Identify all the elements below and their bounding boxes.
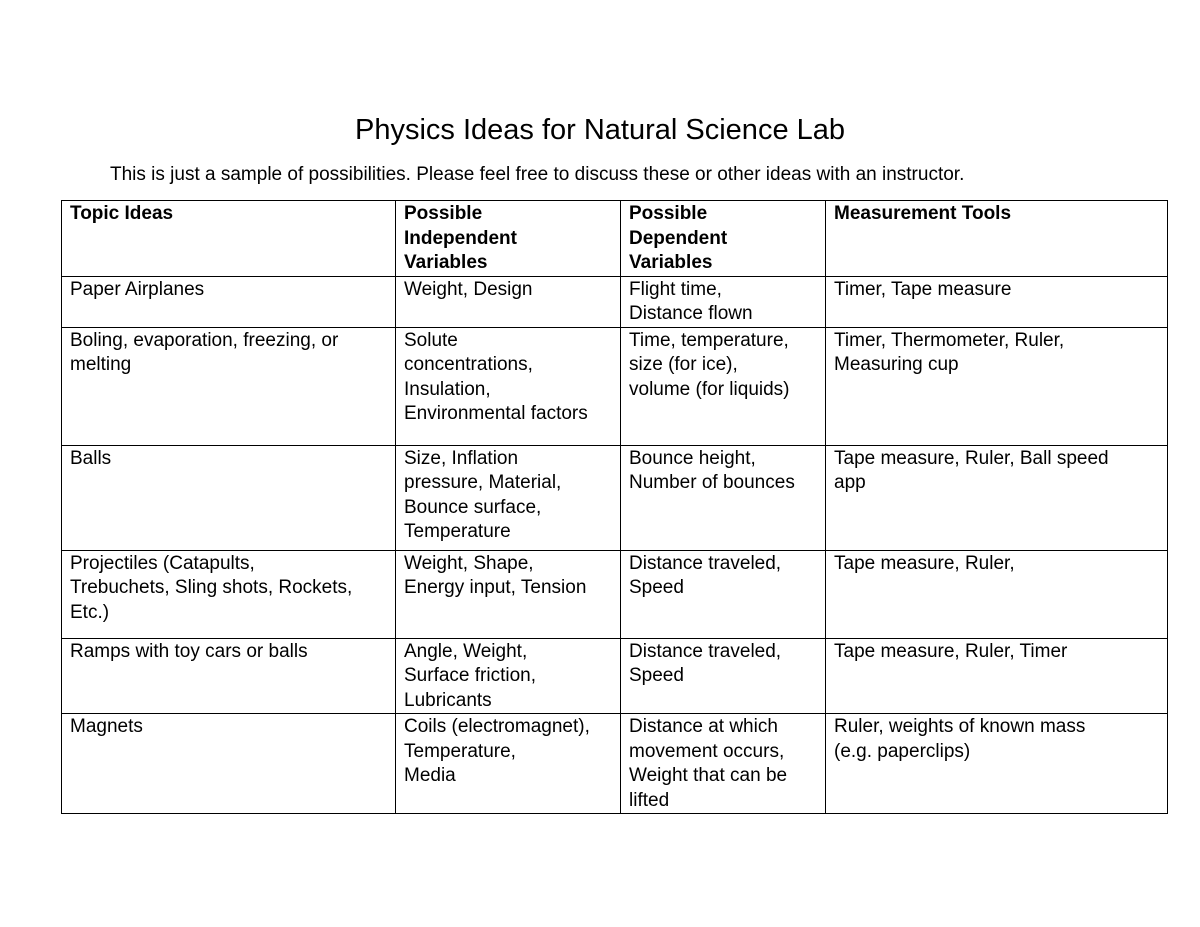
cell-dependent: Distance at which movement occurs, Weight that can be lifted — [621, 714, 826, 814]
cell-topic: Magnets — [62, 714, 396, 814]
cell-dependent: Bounce height, Number of bounces — [621, 445, 826, 550]
cell-dependent: Distance traveled, Speed — [621, 638, 826, 714]
table-row — [62, 714, 1168, 814]
cell-tools: Timer, Tape measure — [826, 276, 1168, 327]
table-row — [62, 276, 1168, 327]
cell-tools: Timer, Thermometer, Ruler, Measuring cup — [826, 327, 1168, 445]
cell-tools: Tape measure, Ruler, Timer — [826, 638, 1168, 714]
cell-independent: Weight, Design — [396, 276, 621, 327]
physics-ideas-table — [61, 200, 1168, 814]
cell-independent: Angle, Weight, Surface friction, Lubricants — [396, 638, 621, 714]
table-header-row — [62, 201, 1168, 277]
header-independent-variables: Possible Independent Variables — [396, 201, 621, 277]
cell-tools: Tape measure, Ruler, Ball speed app — [826, 445, 1168, 550]
header-topic-ideas: Topic Ideas — [62, 201, 396, 277]
table-row — [62, 327, 1168, 445]
cell-tools: Tape measure, Ruler, — [826, 550, 1168, 638]
cell-independent: Size, Inflation pressure, Material, Bounce surface, Temperature — [396, 445, 621, 550]
cell-independent: Coils (electromagnet), Temperature, Media — [396, 714, 621, 814]
table-row — [62, 550, 1168, 638]
cell-dependent: Distance traveled, Speed — [621, 550, 826, 638]
header-dependent-variables: Possible Dependent Variables — [621, 201, 826, 277]
cell-topic: Balls — [62, 445, 396, 550]
table-row — [62, 445, 1168, 550]
cell-topic: Paper Airplanes — [62, 276, 396, 327]
cell-independent: Solute concentrations, Insulation, Environmental factors — [396, 327, 621, 445]
cell-independent: Weight, Shape, Energy input, Tension — [396, 550, 621, 638]
cell-dependent: Time, temperature, size (for ice), volume (for liquids) — [621, 327, 826, 445]
cell-topic: Projectiles (Catapults, Trebuchets, Sling shots, Rockets, Etc.) — [62, 550, 396, 638]
cell-tools: Ruler, weights of known mass (e.g. paperclips) — [826, 714, 1168, 814]
page-title: Physics Ideas for Natural Science Lab — [354, 114, 846, 146]
cell-topic: Ramps with toy cars or balls — [62, 638, 396, 714]
cell-dependent: Flight time, Distance flown — [621, 276, 826, 327]
table-row — [62, 638, 1168, 714]
header-measurement-tools: Measurement Tools — [826, 201, 1168, 277]
cell-topic: Boling, evaporation, freezing, or melting — [62, 327, 396, 445]
page-subtitle: This is just a sample of possibilities. Please feel free to discuss these or other ideas with an instructor. — [110, 164, 965, 185]
